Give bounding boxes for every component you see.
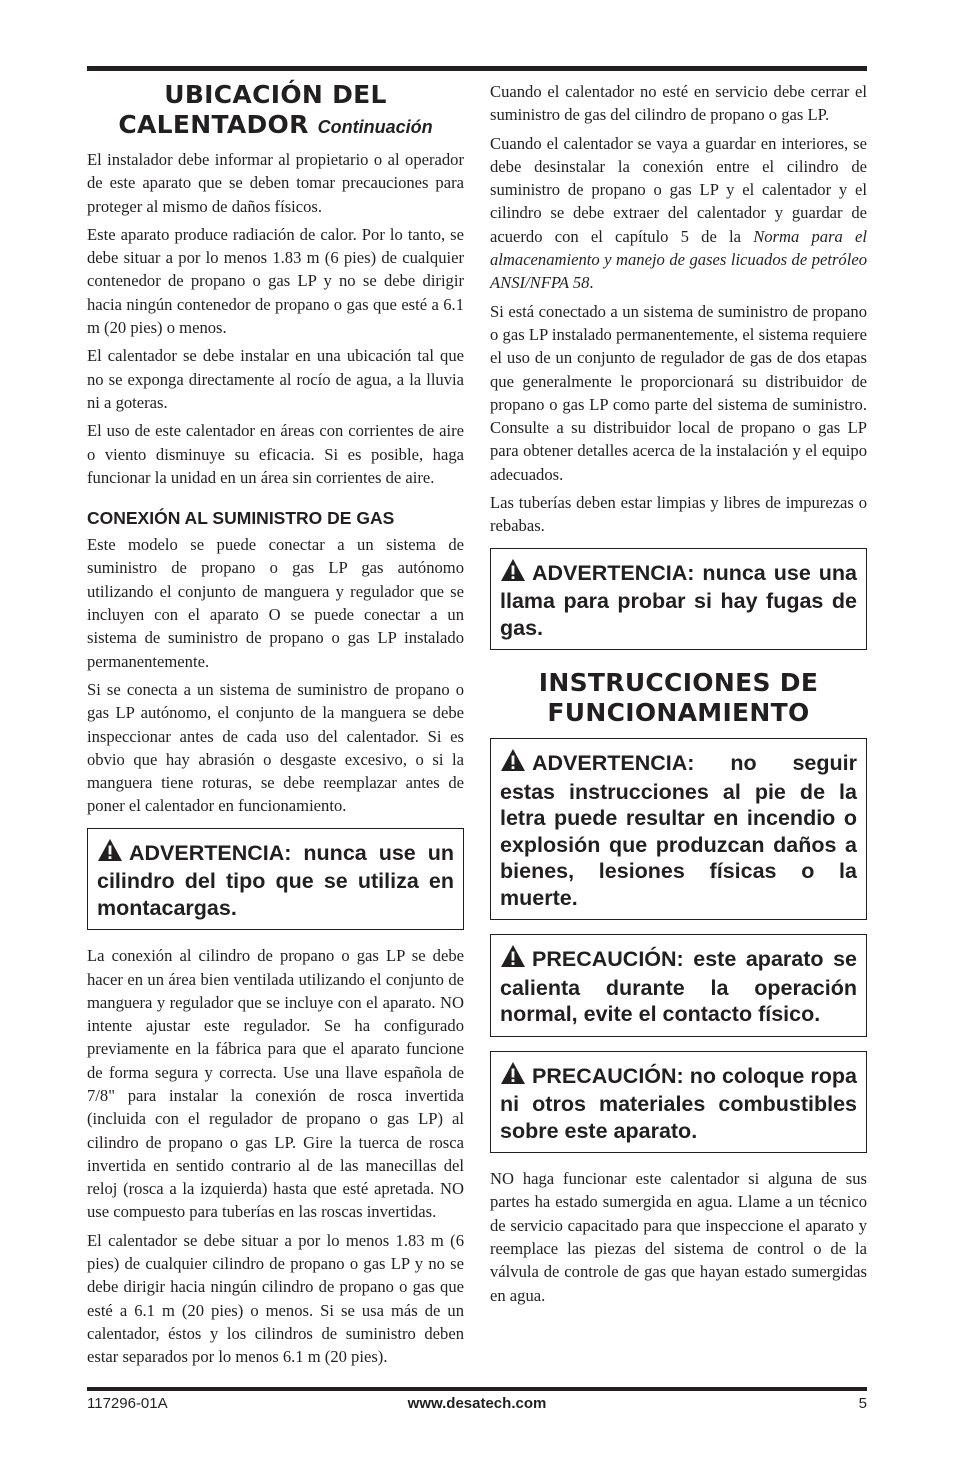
left-paragraph-7: La conexión al cilindro de propano o gas LP se debe hacer en un área bien ventilada utilizando el conjunto de manguera y regulador que se incluye con el aparato. NO intente ajustar este regulador. Se ha configurado previamente en la fábrica para que el aparato funcione de forma segura y correcta. Use una llave española de 7/8" para instalar la conexión de rosca invertida (incluida con el regulador de propano o gas LP) al cilindro de propano o gas LP. Gire la tuerca de rosca invertida en sentido contrario al de las manecillas del reloj (rosca a la izquierda) hasta que esté apretada. NO use compuesto para tuberías en las roscas invertidas.	[87, 946, 464, 1222]
heading2-line1: INSTRUCCIONES DE	[538, 668, 819, 698]
top-rule	[87, 66, 867, 71]
title-line1: UBICACIÓN DEL	[164, 80, 387, 109]
left-paragraph-1: El instalador debe informar al propietario o al operador de este aparato que se deben tomar precauciones para proteger al mismo de daños físicos.	[87, 150, 464, 216]
right-paragraph-2	[490, 132, 867, 295]
right-paragraph-2-b: .	[589, 273, 594, 293]
warning-triangle-icon	[500, 944, 526, 975]
left-paragraph-3: El calentador se debe instalar en una ubicación tal que no se exponga directamente al rocío de agua, a la lluvia ni a goteras.	[87, 346, 464, 412]
warning-triangle-icon	[500, 1061, 526, 1092]
footer-page-number: 5	[858, 1395, 867, 1412]
footer-rule	[87, 1387, 867, 1391]
nfpa-standard-title: Norma para el almacenamiento y manejo de gases licuados de petróleo ANSI/NFPA 58	[490, 226, 867, 293]
footer-website[interactable]: www.desatech.com	[407, 1395, 547, 1412]
left-column	[87, 80, 464, 1374]
right-paragraph-5: NO haga funcionar este calentador si alguna de sus partes ha estado sumergida en agua. Llame a un técnico de servicio capacitado para que inspeccione el aparato y reemplace las piezas del sistema de control o de la válvula de controle de gas que hayan estado sumergidas en agua.	[490, 1169, 867, 1305]
warning-box-forklift	[87, 828, 464, 931]
subheading-gas-connection: CONEXIÓN AL SUMINISTRO DE GAS	[87, 508, 395, 529]
right-column	[490, 80, 867, 1312]
warning-text-forklift: ADVERTENCIA: nunca use un cilindro del tipo que se utiliza en montacargas.	[97, 840, 454, 920]
left-paragraph-4: El uso de este calentador en áreas con corrientes de aire o viento disminuye su eficacia. Si es posible, haga funcionar la unidad en un área sin corrientes de aire.	[87, 421, 464, 487]
warning-triangle-icon	[500, 748, 526, 779]
caution-text-combustibles: PRECAUCIÓN: no coloque ropa ni otros materiales combustibles sobre este aparato.	[500, 1063, 857, 1143]
footer-part-number: 117296-01A	[87, 1395, 168, 1412]
warning-triangle-icon	[500, 558, 526, 589]
left-paragraph-5: Este modelo se puede conectar a un sistema de suministro de propano o gas LP gas autónomo utilizando el conjunto de manguera y regulador que se incluyen con el aparato O se puede conectar a un sistema de suministro de propano o gas LP instalado permanentemente.	[87, 535, 464, 671]
warning-text-flame: ADVERTENCIA: nunca use una llama para probar si hay fugas de gas.	[500, 560, 857, 640]
section-title-operating	[490, 668, 867, 728]
right-paragraph-1: Cuando el calentador no esté en servicio debe cerrar el suministro de gas del cilindro de propano o gas LP.	[490, 82, 867, 125]
left-paragraph-8: El calentador se debe situar a por lo menos 1.83 m (6 pies) de cualquier cilindro de propano o gas LP y no se debe dirigir hacia ningún cilindro de propano o gas que esté a 6.1 m (20 pies) o menos. Si se usa más de un calentador, éstos y los cilindros de suministro deben estar separados por lo menos 6.1 m (20 pies).	[87, 1230, 464, 1367]
title-line2: CALENTADOR	[118, 110, 309, 139]
heading2-line2: FUNCIONAMIENTO	[547, 698, 810, 728]
right-paragraph-4: Las tuberías deben estar limpias y libres de impurezas o rebabas.	[490, 493, 867, 536]
right-paragraph-3: Si está conectado a un sistema de suministro de propano o gas LP instalado permanentemente, el sistema requiere el uso de un conjunto de regulador de gas de dos etapas que generalmente le proporcionará su distribuidor de propano o gas LP como parte del sistema de suministro. Consulte a su distribuidor local de propano o gas LP para obtener detalles acerca de la instalación y el equipo adecuados.	[490, 301, 867, 484]
section-title	[87, 80, 464, 142]
left-paragraph-6: Si se conecta a un sistema de suministro de propano o gas LP autónomo, el conjunto de la manguera se debe inspeccionar antes de cada uso del calentador. Si es obvio que hay abrasión o desgaste excesivo, o si la manguera tiene roturas, se debe reemplazar antes de poner el calentador en funcionamiento.	[87, 679, 464, 816]
warning-text-instructions: ADVERTENCIA: no seguir estas instrucciones al pie de la letra puede resultar en incendio o explosión que produzcan daños a bienes, lesiones físicas o la muerte.	[500, 751, 857, 910]
caution-box-hot	[490, 934, 867, 1037]
warning-box-instructions	[490, 738, 867, 920]
right-paragraph-2-a: Cuando el calentador se vaya a guardar en interiores, se debe desinstalar la conexión entre el cilindro de suministro de propano o gas LP y el calentador y el cilindro se debe extraer del calentador y guardar de acuerdo con el capítulo 5 de la	[490, 133, 867, 246]
caution-box-combustibles	[490, 1051, 867, 1154]
warning-box-flame	[490, 548, 867, 651]
title-continued: Continuación	[317, 117, 433, 137]
left-paragraph-2: Este aparato produce radiación de calor. Por lo tanto, se debe situar a por lo menos 1.83 m (6 pies) de cualquier contenedor de propano o gas LP y no se debe dirigir hacia ningún contenedor de propano o gas que esté a 6.1 m (20 pies) o menos.	[87, 224, 464, 338]
warning-triangle-icon	[97, 838, 123, 869]
caution-text-hot: PRECAUCIÓN: este aparato se calienta durante la operación normal, evite el contacto físico.	[500, 947, 857, 1027]
